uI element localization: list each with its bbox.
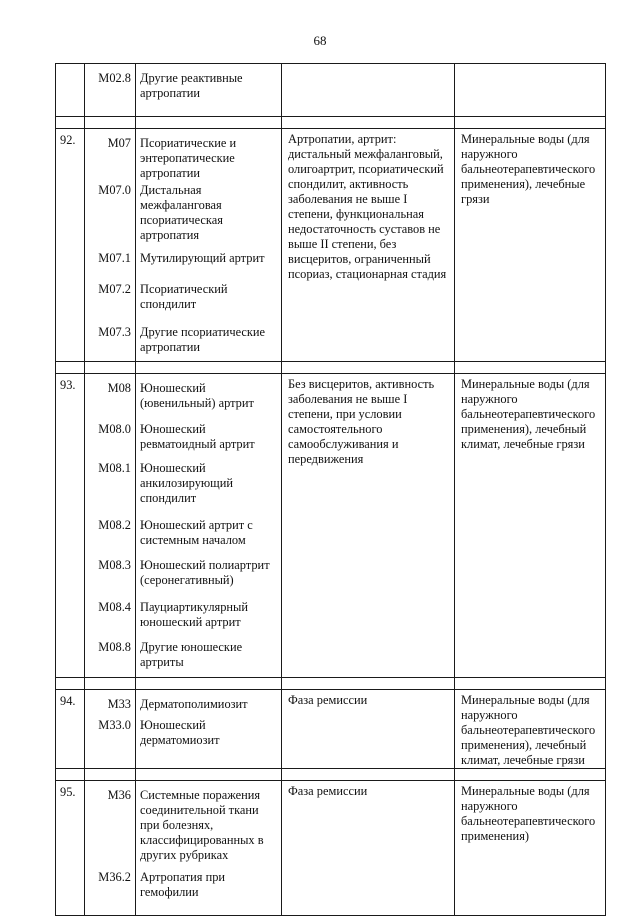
diagnosis-name: Другие реактивные артропатии [140,71,243,100]
diagnosis-name: Другие псориатические артропатии [140,325,266,354]
icd-code: M08.8 [98,640,131,654]
icd-code: M36 [107,788,131,802]
icd-code: M08.1 [98,461,131,475]
icd-code: M08.4 [98,600,131,614]
name-cell [136,64,282,117]
diagnosis-name: Юношеский дерматомиозит [140,718,220,747]
conditions-cell [282,64,455,117]
diagnosis-name: Мутилирующий артрит [140,251,265,265]
diagnosis-name: Дерматополимиозит [140,697,248,711]
name-cell [136,781,282,916]
name-cell [136,374,282,678]
name-cell [136,129,282,362]
row-gap [56,362,606,374]
table-row [56,374,606,678]
diagnosis-name: Юношеский анкилозирующий спондилит [140,461,233,505]
treatment-cell [455,64,606,117]
conditions-cell: Артропатии, артрит: дистальный межфаланговый, олигоартрит, псориатический спондилит, активность заболевания не выше I степени, функциональная недостаточность суставов не выше II степени, без висцеритов, ограниченный псориаз, стационарная стадия [282,129,455,362]
icd-code: M07 [107,136,131,150]
diagnosis-name: Псориатические и энтеропатические артропатии [140,136,237,180]
icd-code: M08.2 [98,518,131,532]
code-cell [85,64,136,117]
icd-code: M07.2 [98,282,131,296]
row-gap [56,678,606,690]
diagnosis-table [55,63,606,916]
row-number: 95. [56,781,85,916]
diagnosis-name: Другие юношеские артриты [140,640,243,669]
icd-code: M08 [107,381,131,395]
code-cell [85,129,136,362]
conditions-cell: Без висцеритов, активность заболевания не выше I степени, при условии самостоятельного самообслуживания и передвижения [282,374,455,678]
row-number: 94. [56,690,85,769]
table-row [56,64,606,117]
conditions-cell: Фаза ремиссии [282,781,455,916]
row-number: 92. [56,129,85,362]
treatment-cell: Минеральные воды (для наружного бальнеотерапевтического применения), лечебный климат, лечебные грязи [455,690,606,769]
icd-code: M08.3 [98,558,131,572]
icd-code: M36.2 [98,870,131,884]
diagnosis-name: Системные поражения соединительной ткани при болезнях, классифицированных в других рубриках [140,788,264,862]
treatment-cell: Минеральные воды (для наружного бальнеотерапевтического применения), лечебный климат, лечебные грязи [455,374,606,678]
diagnosis-name: Псориатический спондилит [140,282,228,311]
icd-code: M07.3 [98,325,131,339]
diagnosis-name: Дистальная межфаланговая псориатическая артропатия [140,183,223,242]
diagnosis-name: Пауциартикулярный юношеский артрит [140,600,249,629]
table-row [56,781,606,916]
treatment-cell: Минеральные воды (для наружного бальнеотерапевтического применения) [455,781,606,916]
code-cell [85,781,136,916]
diagnosis-name: Юношеский (ювенильный) артрит [140,381,254,410]
table-row [56,129,606,362]
row-gap [56,117,606,129]
code-cell [85,690,136,769]
diagnosis-name: Юношеский полиартрит (серонегативный) [140,558,270,587]
icd-code: M07.0 [98,183,131,197]
diagnosis-name: Юношеский артрит с системным началом [140,518,253,547]
code-cell [85,374,136,678]
page-number: 68 [313,33,327,48]
treatment-cell: Минеральные воды (для наружного бальнеотерапевтического применения), лечебные грязи [455,129,606,362]
name-cell [136,690,282,769]
icd-code: M07.1 [98,251,131,265]
diagnosis-name: Юношеский ревматоидный артрит [140,422,255,451]
row-gap [56,769,606,781]
diagnosis-name: Артропатия при гемофилии [140,870,226,899]
conditions-cell: Фаза ремиссии [282,690,455,769]
table-row [56,690,606,769]
icd-code: M08.0 [98,422,131,436]
icd-code: M33.0 [98,718,131,732]
icd-code: M33 [107,697,131,711]
row-number [56,64,85,117]
icd-code: M02.8 [98,71,131,85]
row-number: 93. [56,374,85,678]
